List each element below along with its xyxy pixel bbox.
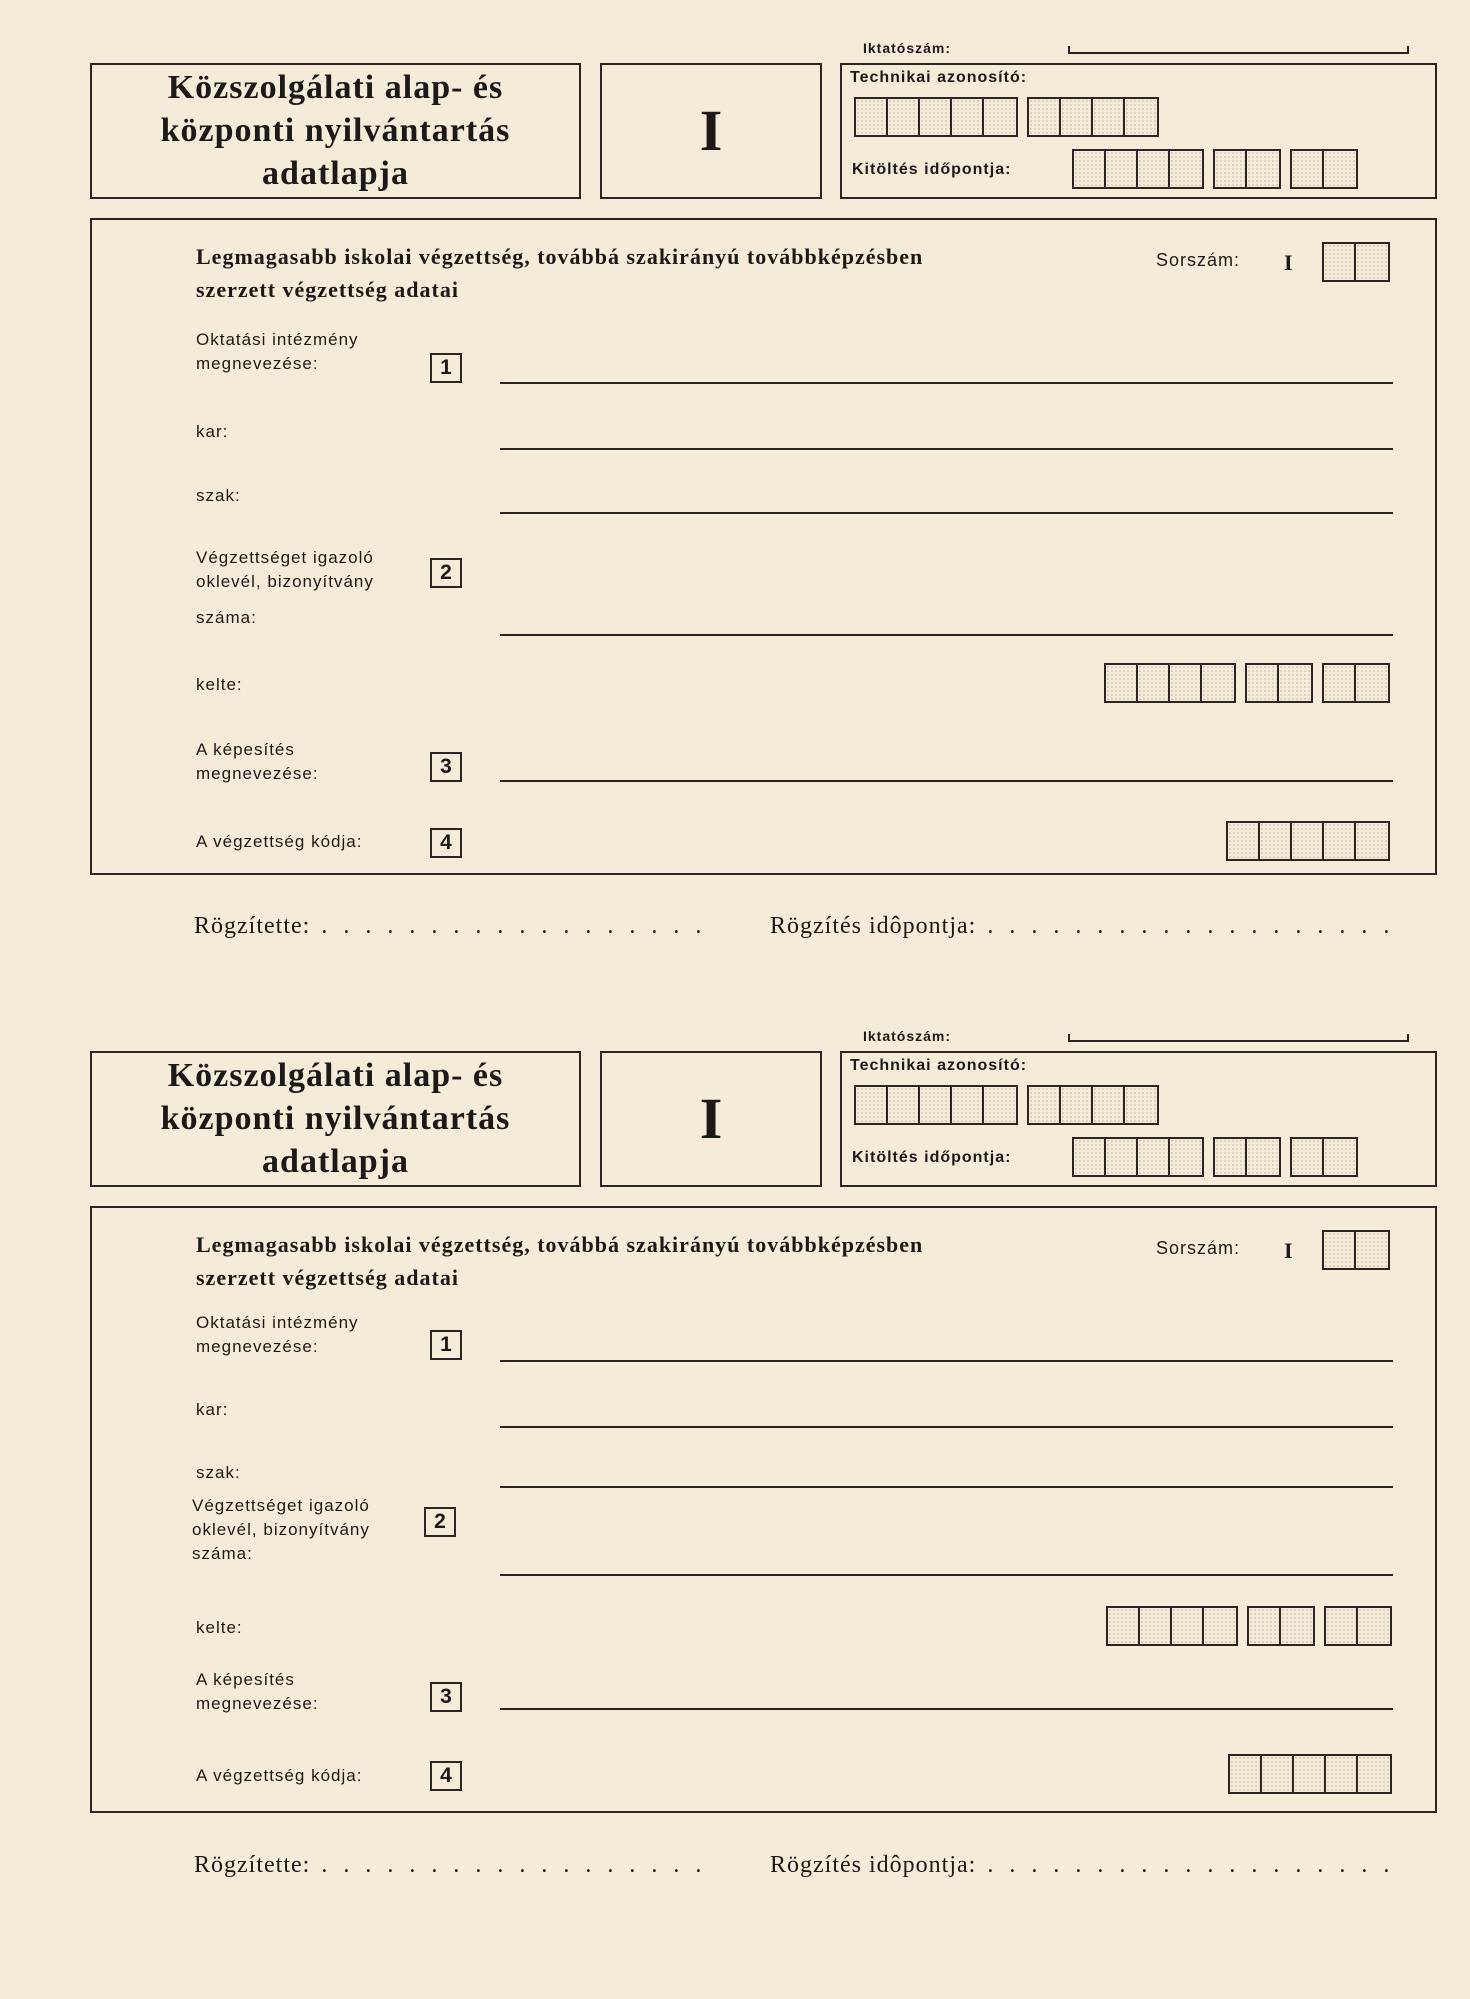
kar-label: kar: [196, 1400, 229, 1419]
szak-label: szak: [196, 486, 241, 505]
szak-label: szak: [196, 1463, 241, 1482]
rogzitette-field[interactable]: Rögzítette: . . . . . . . . . . . . . . . . . . [194, 1852, 707, 1878]
kepesites-label: A képesítés megnevezése: [196, 1670, 319, 1713]
field-number-4: 4 [430, 1761, 462, 1791]
kelte-label: kelte: [196, 1618, 243, 1637]
oktatasi-intezmeny-label: Oktatási intézmény megnevezése: [196, 1313, 359, 1356]
kelte-label: kelte: [196, 675, 243, 694]
technikai-azonosito-label: Technikai azonosító: [850, 69, 1028, 86]
iktatoszam-field[interactable] [1068, 46, 1409, 54]
id-panel [840, 1051, 1437, 1187]
education-section [90, 1206, 1437, 1813]
kitoltes-idopontja-label: Kitöltés időpontja: [852, 161, 1012, 178]
szama-input[interactable] [500, 1574, 1393, 1576]
vegzettseg-igazolo-label: Végzettséget igazoló oklevél, bizonyítvány [196, 548, 374, 591]
section-roman-numeral: I [600, 1051, 822, 1187]
sorszam-value: I [1284, 1238, 1294, 1263]
field-number-3: 3 [430, 752, 462, 782]
section-heading: Legmagasabb iskolai végzettség, továbbá szakirányú továbbképzésben szerzett végzettség adatai [196, 244, 924, 302]
vegzettseg-kodja-label: A végzettség kódja: [196, 1766, 363, 1785]
vegzettseg-kodja-cells[interactable] [1228, 1754, 1392, 1794]
form-1 [0, 0, 1470, 985]
szama-input[interactable] [500, 634, 1393, 636]
field-number-2: 2 [430, 558, 462, 588]
technikai-azonosito-cells[interactable] [854, 97, 1159, 137]
field-number-1: 1 [430, 353, 462, 383]
sorszam-cells[interactable] [1322, 1230, 1390, 1270]
rogzites-idopontja-field[interactable]: Rögzítés idôpontja: . . . . . . . . . . . . . . . . . . . [770, 913, 1395, 939]
kar-input[interactable] [500, 448, 1393, 450]
oktatasi-intezmeny-input[interactable] [500, 1360, 1393, 1362]
kelte-cells[interactable] [1106, 1606, 1392, 1646]
kepesites-input[interactable] [500, 780, 1393, 782]
vegzettseg-igazolo-label: Végzettséget igazoló oklevél, bizonyítvány száma: [192, 1496, 370, 1563]
sorszam-label: Sorszám: [1156, 250, 1241, 270]
vegzettseg-kodja-cells[interactable] [1226, 821, 1390, 861]
kar-label: kar: [196, 422, 229, 441]
szak-input[interactable] [500, 1486, 1393, 1488]
sorszam-cells[interactable] [1322, 242, 1390, 282]
education-section [90, 218, 1437, 875]
field-number-1: 1 [430, 1330, 462, 1360]
kepesites-input[interactable] [500, 1708, 1393, 1710]
oktatasi-intezmeny-input[interactable] [500, 382, 1393, 384]
kitoltes-idopontja-cells[interactable] [1072, 149, 1358, 189]
iktatoszam-field[interactable] [1068, 1034, 1409, 1042]
kitoltes-idopontja-label: Kitöltés időpontja: [852, 1149, 1012, 1166]
field-number-2: 2 [424, 1507, 456, 1537]
form-title: Közszolgálati alap- és központi nyilvántartás adatlapja [90, 63, 581, 199]
technikai-azonosito-label: Technikai azonosító: [850, 1057, 1028, 1074]
iktatoszam-label: Iktatószám: [863, 40, 952, 56]
technikai-azonosito-cells[interactable] [854, 1085, 1159, 1125]
kitoltes-idopontja-cells[interactable] [1072, 1137, 1358, 1177]
kelte-cells[interactable] [1104, 663, 1390, 703]
sorszam-label: Sorszám: [1156, 1238, 1241, 1258]
section-heading: Legmagasabb iskolai végzettség, továbbá szakirányú továbbképzésben szerzett végzettség adatai [196, 1232, 924, 1290]
form-2 [0, 988, 1470, 1973]
szama-label: száma: [196, 608, 257, 627]
kepesites-label: A képesítés megnevezése: [196, 740, 319, 783]
field-number-4: 4 [430, 828, 462, 858]
rogzites-idopontja-field[interactable]: Rögzítés idôpontja: . . . . . . . . . . . . . . . . . . . [770, 1852, 1395, 1878]
szak-input[interactable] [500, 512, 1393, 514]
vegzettseg-kodja-label: A végzettség kódja: [196, 832, 363, 851]
form-title: Közszolgálati alap- és központi nyilvántartás adatlapja [90, 1051, 581, 1187]
sorszam-value: I [1284, 250, 1294, 275]
id-panel [840, 63, 1437, 199]
rogzitette-field[interactable]: Rögzítette: . . . . . . . . . . . . . . . . . . [194, 913, 707, 939]
oktatasi-intezmeny-label: Oktatási intézmény megnevezése: [196, 330, 359, 373]
iktatoszam-label: Iktatószám: [863, 1028, 952, 1044]
field-number-3: 3 [430, 1682, 462, 1712]
kar-input[interactable] [500, 1426, 1393, 1428]
section-roman-numeral: I [600, 63, 822, 199]
